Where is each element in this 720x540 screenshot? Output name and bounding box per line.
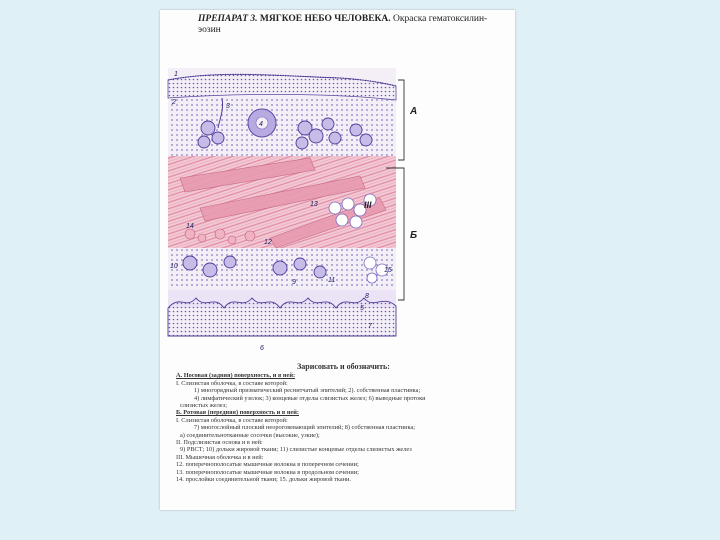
legend-line: 14. прослойки соединительной ткани; 15. дольки жировой ткани. <box>176 476 351 484</box>
label-2: 2 <box>172 99 176 106</box>
label-13: 13 <box>310 201 318 208</box>
label-9: 9 <box>292 279 296 286</box>
legend-line: I. Слизистая оболочка, в составе которой: <box>176 416 288 424</box>
document-page <box>160 10 515 510</box>
legend-line: I. Слизистая оболочка, в составе которой: <box>176 379 288 387</box>
soft-palate-illustration <box>160 58 515 358</box>
label-15: 15 <box>384 267 392 274</box>
histology-drawing <box>160 58 515 358</box>
legend-line: Б. Ротовая (передняя) поверхность и в ней: <box>176 409 299 417</box>
legend-line: А. Носовая (задняя) поверхность, и в ней: <box>176 372 296 380</box>
page-title <box>198 14 508 36</box>
legend-line: 1) многорядный призматический реснитчатый эпителий; 2). собственная пластинка; <box>194 387 421 395</box>
label-muscle-layer: III <box>364 200 372 210</box>
label-1: 1 <box>174 71 178 78</box>
legend-line: 7) многослойный плоский неороговевающий эпителий; 8) собственная пластинка; <box>194 424 416 432</box>
legend-block <box>176 363 511 484</box>
zone-a-label: А <box>410 106 418 117</box>
label-12: 12 <box>264 239 272 246</box>
legend-line: 13. поперечнополосатые мышечные волокна в продольном сечении; <box>176 468 359 476</box>
label-3: 3 <box>226 103 230 110</box>
prep-subject: МЯГКОЕ НЕБО ЧЕЛОВЕКА. <box>259 14 391 24</box>
prep-number: ПРЕПАРАТ 3. <box>198 14 258 24</box>
label-14: 14 <box>186 223 194 230</box>
label-6: 6 <box>260 345 264 352</box>
label-10: 10 <box>170 263 178 270</box>
legend-line: 4) лимфатический узелок; 3) концевые отделы слизистых желез; 6) выводные протоки <box>194 394 426 402</box>
legend-line: III. Мышечная оболочка и в ней: <box>176 453 264 461</box>
legend-line: а) соединительнотканные сосочки (высокие, узкие); <box>180 431 320 439</box>
legend-heading: Зарисовать и обозначить: <box>297 362 390 371</box>
legend-line: II. Подслизистая основа и в ней: <box>176 439 263 447</box>
zone-b-label: Б <box>410 230 418 241</box>
label-4: 4 <box>259 121 263 128</box>
legend-line: 12. поперечнополосатые мышечные волокна в поперечном сечении; <box>176 461 359 469</box>
label-11: 11 <box>328 277 336 284</box>
label-7: 7 <box>368 323 372 330</box>
label-8: 8 <box>365 293 369 300</box>
stain-method-cont: эозин <box>198 25 221 35</box>
legend-line: слизистых желез; <box>180 402 227 410</box>
stain-method: Окраска гематоксилин- <box>393 14 488 24</box>
label-5: 5 <box>360 305 364 312</box>
legend-line: 9) РВСТ; 10) дольки жировой ткани; 11) слизистые концевые отделы слизистых желез <box>180 446 412 454</box>
